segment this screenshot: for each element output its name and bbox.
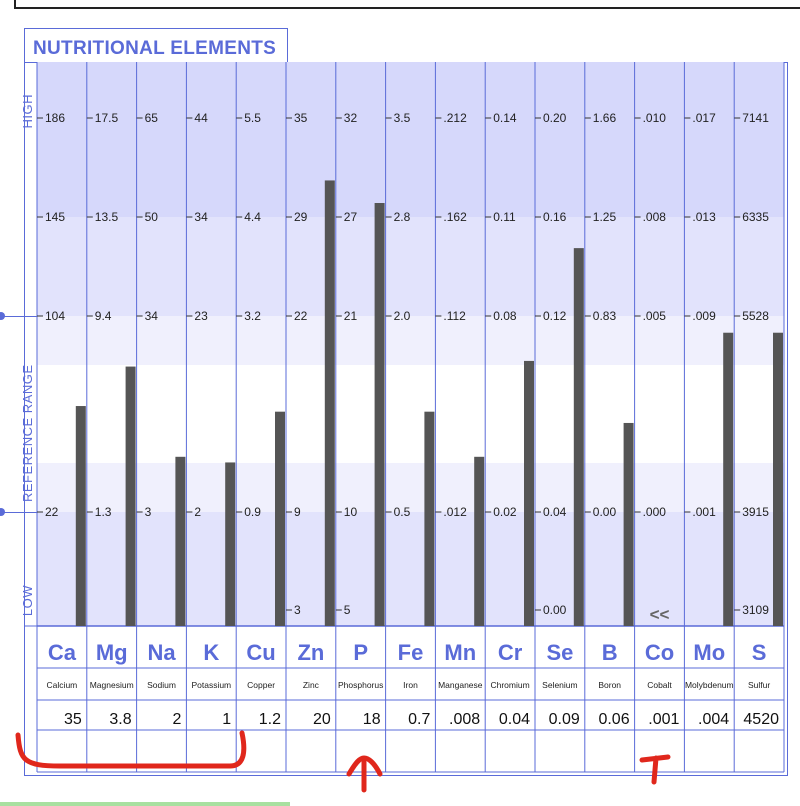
reference-range-label: REFERENCE RANGE [20,364,35,502]
tick-label: .000 [642,505,666,519]
element-value: 35 [64,711,82,728]
element-symbol: Zn [297,640,325,665]
element-value: 4520 [743,711,779,728]
element-symbol: S [751,640,767,665]
element-symbol: Na [147,640,176,665]
element-symbol: Fe [397,640,424,665]
tick-label: 0.00 [543,603,567,617]
element-symbol: Mg [95,640,128,665]
tick-label: 1.25 [592,210,617,224]
element-name: Cobalt [647,680,672,690]
element-symbol: B [601,640,618,665]
tick-label: 29 [294,210,308,224]
tick-label: 2.8 [393,210,411,224]
tick-label: 0.02 [493,505,517,519]
element-symbol: Cu [246,640,276,665]
tick-label: .005 [642,309,666,323]
tick-label: .009 [692,309,716,323]
element-symbol: P [353,640,369,665]
tick-label: 3109 [742,603,769,617]
element-value: .004 [698,711,730,728]
high-label: HIGH [20,94,35,129]
tick-label: 0.04 [543,505,567,519]
element-value: .001 [648,711,680,728]
tick-label: 17.5 [94,111,119,125]
tick-label: 0.9 [244,505,261,519]
element-name: Chromium [490,680,530,690]
chart-title: NUTRITIONAL ELEMENTS [33,38,277,59]
element-value: 0.04 [498,711,530,728]
tick-label: 3 [294,603,301,617]
tick-label: 3 [144,505,152,519]
tick-label: 13.5 [94,210,119,224]
tick-label: 5.5 [244,111,261,125]
tick-label: 23 [194,309,208,323]
element-name: Molybdenum [684,680,734,690]
tick-label: 5528 [742,309,769,323]
tick-label: 27 [343,210,358,224]
arrow-cobalt [642,757,668,782]
tick-label: 2.0 [393,309,411,323]
tick-label: 3915 [742,505,769,519]
element-value: 20 [313,711,331,728]
tick-label: .017 [692,111,716,125]
tick-label: .012 [443,505,467,519]
tick-label: .008 [642,210,666,224]
tick-label: 21 [343,309,358,323]
element-value: 0.7 [408,711,431,728]
tick-label: 0.12 [543,309,567,323]
element-value: 1 [222,711,232,728]
tick-label: 7141 [742,111,769,125]
tick-label: .010 [642,111,666,125]
element-name: Potassium [191,680,232,690]
tick-label: 35 [294,111,308,125]
element-symbol: Se [546,640,574,665]
tick-label: 2 [194,505,202,519]
element-symbol: Mn [444,640,477,665]
tick-label: 0.16 [543,210,567,224]
tick-label: 65 [144,111,158,125]
tick-label: 10 [343,505,358,519]
tick-label: 0.5 [393,505,411,519]
tick-label: 0.20 [543,111,567,125]
element-value: .008 [449,711,481,728]
tick-label: 44 [194,111,208,125]
tick-label: .013 [692,210,716,224]
tick-label: 4.4 [244,210,261,224]
element-name: Phosphorus [338,680,384,690]
tick-label: 9.4 [94,309,112,323]
element-value: 18 [362,711,381,728]
element-value: 1.2 [258,711,281,728]
element-symbol: Mo [693,640,726,665]
tick-label: 104 [45,309,66,323]
tick-label: .212 [443,111,467,125]
element-value: 3.8 [109,711,132,728]
tick-label: 0.14 [493,111,517,125]
element-name: Magnesium [89,680,134,690]
bottom-panel-edge [0,802,290,806]
element-name: Iron [403,680,418,690]
element-symbol: Co [644,640,675,665]
tick-label: 145 [45,210,66,224]
tick-label: 34 [144,309,158,323]
tick-label: 22 [294,309,308,323]
tick-label: 5 [343,603,351,617]
tick-label: 32 [343,111,358,125]
tick-label: 1.66 [592,111,617,125]
tick-label: 186 [45,111,66,125]
tick-label: 0.00 [592,505,617,519]
no-data-marker: << [649,605,670,624]
element-name: Zinc [302,680,319,690]
element-symbol: K [203,640,220,665]
bracket-annotation [18,733,244,766]
tick-label: 0.08 [493,309,517,323]
tick-label: .001 [692,505,716,519]
element-value: 0.06 [598,711,630,728]
tick-label: 3.5 [393,111,411,125]
tick-label: 3.2 [244,309,261,323]
tick-label: 1.3 [94,505,112,519]
element-value: 0.09 [548,711,580,728]
element-name: Manganese [438,680,483,690]
tick-label: 0.11 [493,210,516,224]
element-symbol: Ca [47,640,76,665]
tick-label: 34 [194,210,208,224]
element-value: 2 [172,711,182,728]
arrow-phosphorus [349,758,380,790]
element-name: Sulfur [747,680,771,690]
tick-label: 0.83 [592,309,617,323]
element-name: Calcium [46,680,78,690]
tick-label: 6335 [742,210,769,224]
tick-label: 50 [144,210,158,224]
tick-label: .112 [443,309,466,323]
tick-label: .162 [443,210,467,224]
low-label: LOW [20,585,35,617]
element-name: Selenium [542,680,578,690]
tick-label: 9 [294,505,301,519]
tick-label: 22 [45,505,59,519]
element-name: Sodium [147,680,176,690]
element-name: Copper [247,680,276,690]
element-name: Boron [598,680,622,690]
element-symbol: Cr [497,640,523,665]
